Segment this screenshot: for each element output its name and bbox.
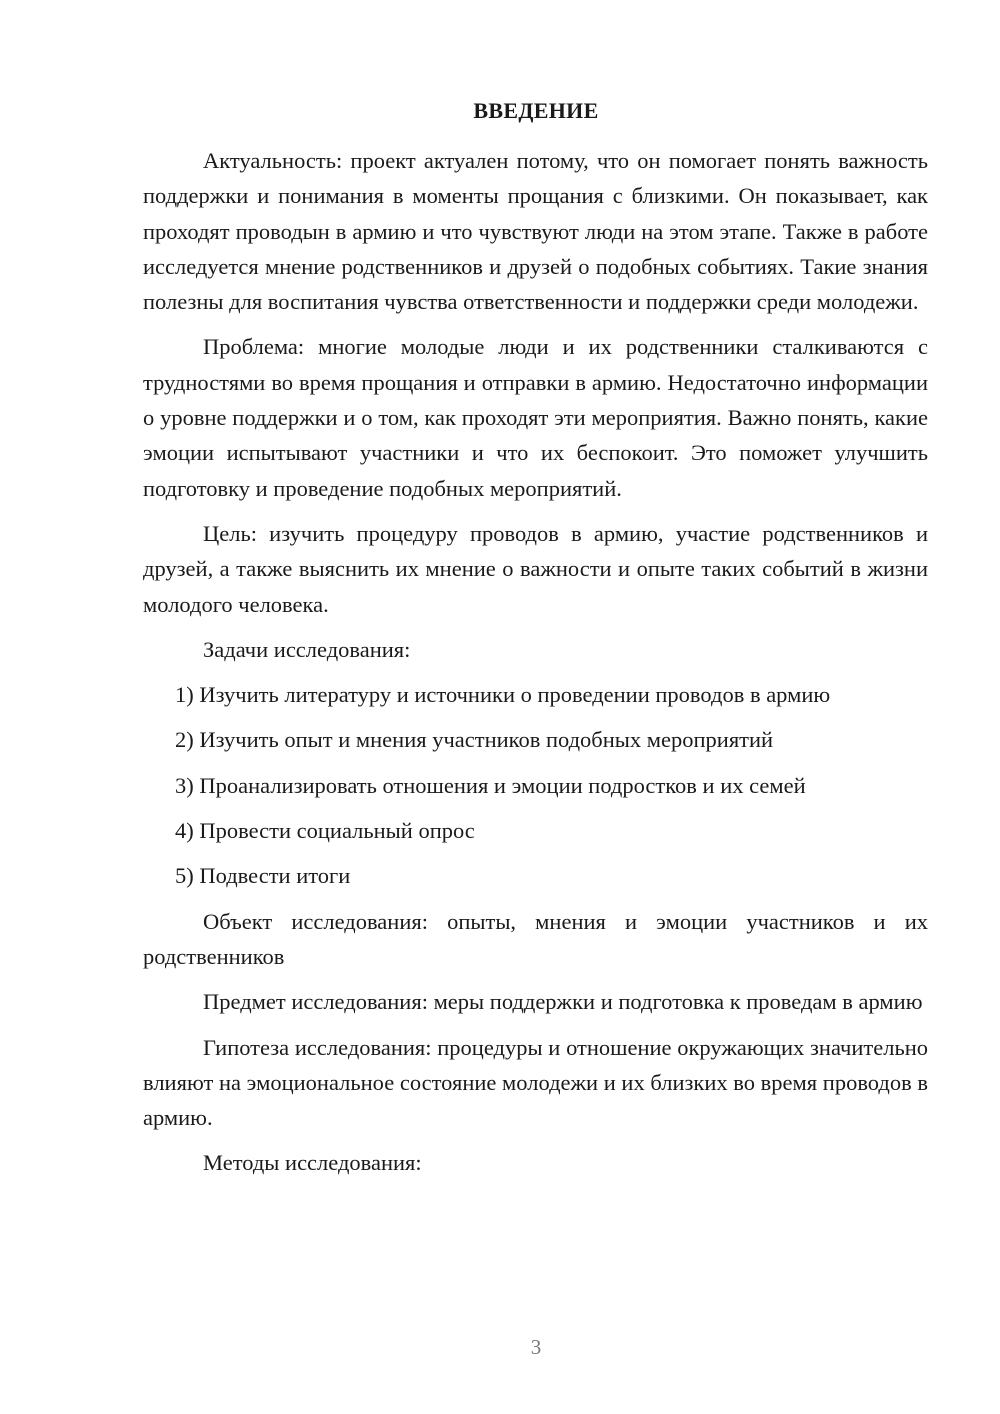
- hypothesis-paragraph: Гипотеза исследования: процедуры и отношение окружающих значительно влияют на эмоциональное состояние молодежи и их близких во время проводов в армию.: [143, 1034, 928, 1131]
- section-title: ВВЕДЕНИЕ: [473, 98, 599, 123]
- task-item: 1) Изучить литературу и источники о проведении проводов в армию: [175, 682, 831, 708]
- methods-heading: Методы исследования:: [203, 1150, 422, 1176]
- page-number: 3: [530, 1335, 542, 1359]
- task-item: 3) Проанализировать отношения и эмоции подростков и их семей: [175, 772, 806, 798]
- task-item: 2) Изучить опыт и мнения участников подобных мероприятий: [175, 727, 774, 753]
- document-body: [143, 143, 928, 1191]
- goal-paragraph: Цель: изучить процедуру проводов в армию, участие родственников и друзей, а также выяснить их мнение о важности и опыте таких событий в жизни молодого человека.: [143, 520, 928, 617]
- task-item: 5) Подвести итоги: [175, 863, 351, 889]
- relevance-paragraph: Актуальность: проект актуален потому, что он помогает понять важность поддержки и понимания в моменты прощания с близкими. Он показывает, как проходят проводын в армию и что чувствуют люди на этом этапе. Также в работе исследуется мнение родственников и друзей о подобных событиях. Такие знания полезны для воспитания чувства ответственности и поддержки среди молодежи.: [143, 148, 928, 315]
- problem-paragraph: Проблема: многие молодые люди и их родственники сталкиваются с трудностями во время прощания и отправки в армию. Недостаточно информации о уровне поддержки и о том, как проходят эти мероприятия. Важно понять, какие эмоции испытывают участники и что их беспокоит. Это поможет улучшить подготовку и проведение подобных мероприятий.: [143, 334, 928, 501]
- subject-paragraph: Предмет исследования: меры поддержки и подготовка к проведам в армию: [203, 989, 923, 1015]
- tasks-heading: Задачи исследования:: [203, 636, 411, 662]
- tasks-list: [143, 677, 928, 893]
- task-item: 4) Провести социальный опрос: [175, 818, 475, 844]
- object-paragraph: Объект исследования: опыты, мнения и эмоции участников и их родственников: [143, 908, 928, 969]
